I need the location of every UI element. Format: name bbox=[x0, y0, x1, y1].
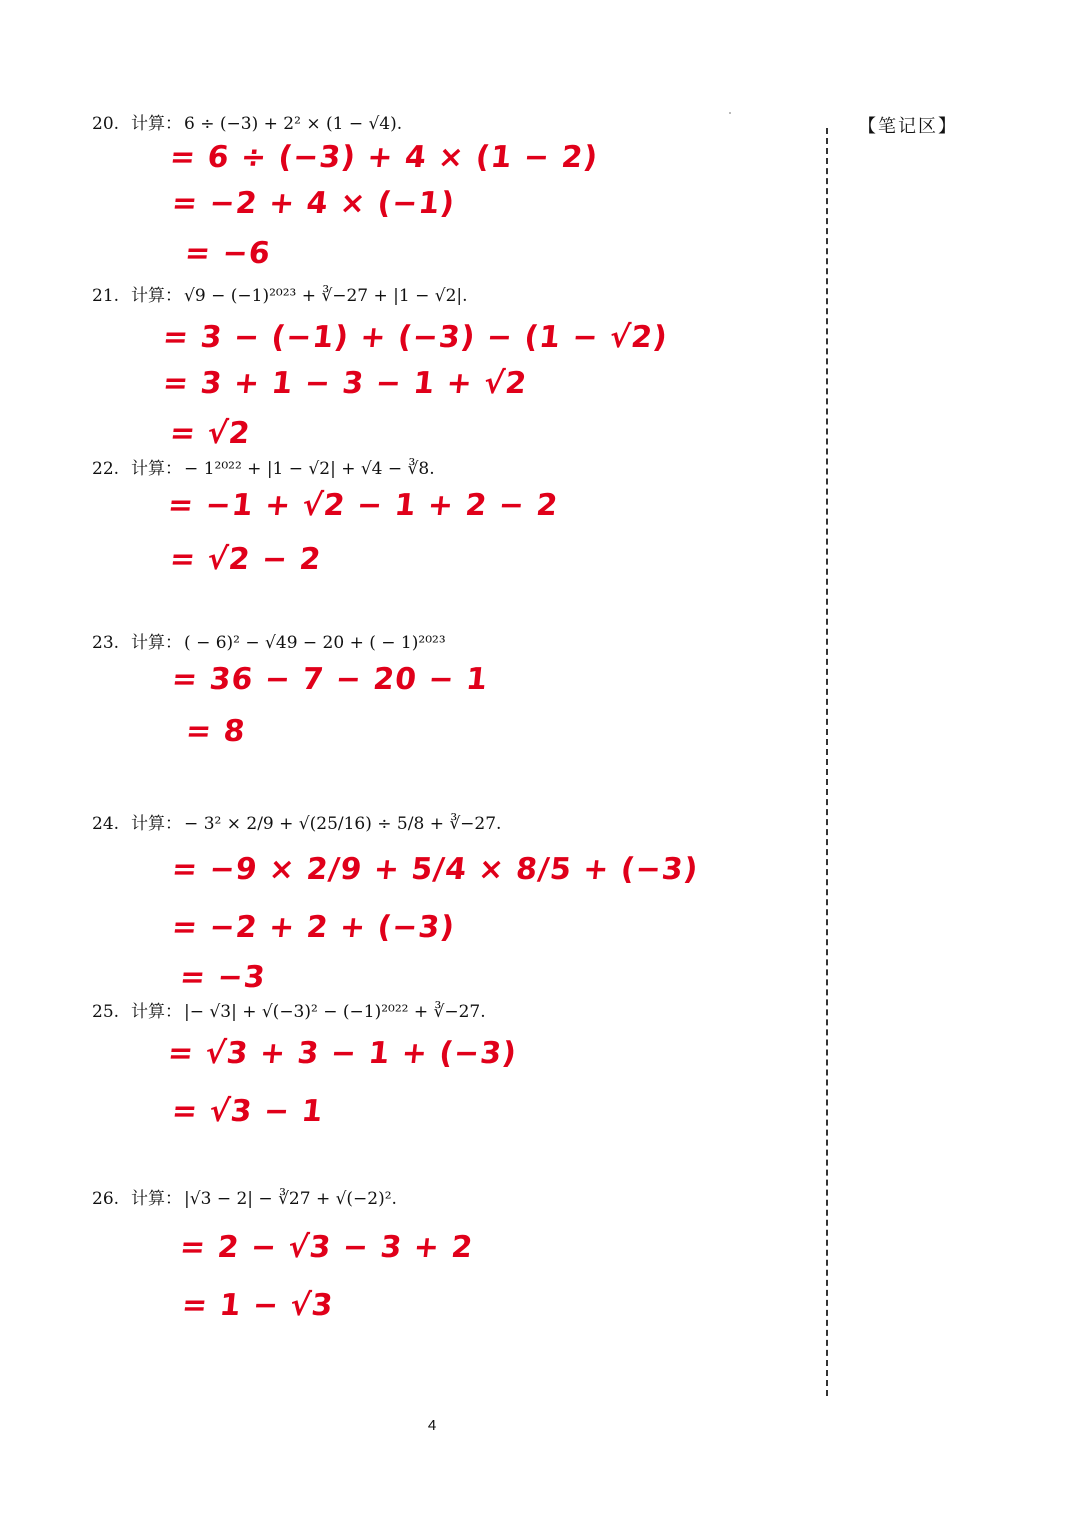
problem-label: 计算： bbox=[131, 814, 183, 834]
problem-23 bbox=[92, 631, 446, 655]
problem-20 bbox=[92, 112, 402, 136]
problem-expression: ( − 6)² − √49 − 20 + ( − 1)²⁰²³ bbox=[184, 633, 446, 653]
solution-step: = 8 bbox=[184, 714, 248, 749]
problem-22 bbox=[92, 457, 435, 481]
solution-step: = √2 − 2 bbox=[168, 542, 324, 577]
solution-step: = −9 × 2/9 + 5/4 × 8/5 + (−3) bbox=[170, 852, 701, 887]
problem-number: 25. bbox=[92, 1002, 120, 1022]
notes-area-title: 【笔记区】 bbox=[858, 116, 958, 137]
solution-step: = −3 bbox=[178, 960, 268, 995]
solution-step: = −2 + 2 + (−3) bbox=[170, 910, 457, 945]
problem-label: 计算： bbox=[131, 286, 183, 306]
problem-26 bbox=[92, 1187, 397, 1211]
solution-step: = √2 bbox=[168, 416, 253, 451]
problem-number: 26. bbox=[92, 1189, 120, 1209]
problem-number: 24. bbox=[92, 814, 120, 834]
problem-expression: |− √3| + √(−3)² − (−1)²⁰²² + ∛−27. bbox=[184, 1002, 486, 1022]
solution-step: = −1 + √2 − 1 + 2 − 2 bbox=[166, 488, 561, 523]
problem-label: 计算： bbox=[131, 114, 183, 134]
solution-step: = −2 + 4 × (−1) bbox=[170, 186, 457, 221]
problem-expression: − 3² × 2/9 + √(25/16) ÷ 5/8 + ∛−27. bbox=[184, 814, 502, 834]
problem-label: 计算： bbox=[131, 1002, 183, 1022]
problem-21 bbox=[92, 284, 468, 308]
solution-step: = 1 − √3 bbox=[180, 1288, 336, 1323]
solution-step: = 3 − (−1) + (−3) − (1 − √2) bbox=[161, 320, 670, 355]
problem-expression: √9 − (−1)²⁰²³ + ∛−27 + |1 − √2|. bbox=[184, 286, 468, 306]
solution-step: = 2 − √3 − 3 + 2 bbox=[178, 1230, 476, 1265]
problem-24 bbox=[92, 812, 501, 836]
problem-number: 23. bbox=[92, 633, 120, 653]
solution-step: = 6 ÷ (−3) + 4 × (1 − 2) bbox=[168, 140, 600, 175]
problem-number: 22. bbox=[92, 459, 120, 479]
solution-step: = √3 + 3 − 1 + (−3) bbox=[166, 1036, 519, 1071]
speck bbox=[729, 112, 731, 114]
solution-step: = −6 bbox=[183, 236, 273, 271]
problem-label: 计算： bbox=[131, 633, 183, 653]
problem-expression: − 1²⁰²² + |1 − √2| + √4 − ∛8. bbox=[184, 459, 435, 479]
problem-expression: 6 ÷ (−3) + 2² × (1 − √4). bbox=[184, 114, 403, 134]
solution-step: = 36 − 7 − 20 − 1 bbox=[170, 662, 490, 697]
solution-step: = √3 − 1 bbox=[170, 1094, 326, 1129]
page-number: 4 bbox=[427, 1417, 437, 1434]
notes-divider bbox=[826, 128, 828, 1396]
problem-label: 计算： bbox=[131, 1189, 183, 1209]
problem-25 bbox=[92, 1000, 486, 1024]
problem-expression: |√3 − 2| − ∛27 + √(−2)². bbox=[184, 1189, 397, 1209]
solution-step: = 3 + 1 − 3 − 1 + √2 bbox=[161, 366, 529, 401]
problem-number: 21. bbox=[92, 286, 120, 306]
problem-label: 计算： bbox=[131, 459, 183, 479]
problem-number: 20. bbox=[92, 114, 120, 134]
